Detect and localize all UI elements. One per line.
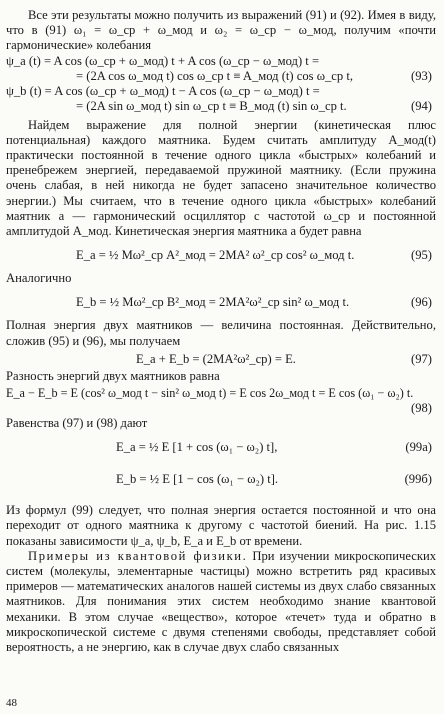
- section-heading: Примеры из квантовой физики.: [28, 548, 248, 563]
- equation-94-text1: ψ_b (t) = A cos (ω_ср + ω_мод) t − A cos (ω_ср − ω_мод) t =: [6, 83, 320, 98]
- equalities-label: Равенства (97) и (98) дают: [6, 416, 148, 431]
- equation-99a-text: E_a = ½ E [1 + cos (ω₁ − ω₂) t],: [116, 440, 278, 455]
- equation-93-number: (93): [411, 68, 432, 83]
- equation-94-text2: = (2A sin ω_мод t) sin ω_ср t ≡ B_мод (t) sin ω_ср t.: [76, 98, 347, 113]
- equation-99a: [6, 431, 436, 463]
- equation-93-text2: = (2A cos ω_мод t) cos ω_ср t ≡ A_мод (t) cos ω_ср t,: [76, 68, 353, 83]
- intro-paragraph: Все эти результаты можно получить из выражений (91) и (92). Имея в виду, что в (91) ω₁ = ω_ср + ω_мод и ω₂ = ω_ср − ω_мод, получим «почти гармонические» колебания: [6, 8, 436, 53]
- equation-94-line1: [6, 84, 436, 99]
- equation-97-text: E_a + E_b = (2MA²ω²_ср) = E.: [136, 351, 296, 366]
- equation-98: [6, 384, 436, 416]
- equation-94-line2: [6, 99, 436, 114]
- equation-96: [6, 286, 436, 318]
- equation-95: [6, 239, 436, 271]
- quantum-paragraph: [6, 549, 436, 655]
- equation-98-number: (98): [411, 401, 432, 416]
- page-number: 48: [6, 697, 17, 709]
- equation-95-number: (95): [411, 248, 432, 263]
- equation-93-text1: ψ_a (t) = A cos (ω_ср + ω_мод) t + A cos (ω_ср − ω_мод) t =: [6, 53, 320, 68]
- equation-93-line2: [6, 69, 436, 84]
- difference-label: Разность энергий двух маятников равна: [6, 368, 220, 383]
- equation-99b-text: E_b = ½ E [1 − cos (ω₁ − ω₂) t].: [116, 472, 279, 487]
- similarly-label: Аналогично: [6, 271, 72, 286]
- equation-97-number: (97): [411, 351, 432, 366]
- equation-95-text: E_a = ½ Mω²_ср A²_мод = 2MA² ω²_ср cos² ω_мод t.: [76, 248, 355, 263]
- total-energy-paragraph: Полная энергия двух маятников — величина постоянная. Действительно, сложив (95) и (96), мы получаем: [6, 318, 436, 348]
- equation-94-number: (94): [411, 98, 432, 113]
- page-body: [6, 8, 436, 655]
- quantum-paragraph-text: При изучении микроскопических систем (молекулы, элементарные частицы) можно встретить ряд красивых примеров — математических аналогов нашей системы из двух слабо связанных маятников. Для понимания этих систем необходимо знание квантовой механики. В этом случае «вещество», которое «течет» туда и обратно в микроскопической системе с двумя степенями свободы, представляет собой вероятность, а не энергию, как в случае двух слабо связанных: [6, 548, 436, 655]
- conclusion-paragraph: Из формул (99) следует, что полная энергия остается постоянной и что она переходит от одного маятника к другому с частотой биений. На рис. 1.15 показаны зависимости ψ_a, ψ_b, E_a и E_b от времени.: [6, 503, 436, 548]
- equation-96-number: (96): [411, 295, 432, 310]
- equation-99b: [6, 463, 436, 495]
- equation-98-text: E_a − E_b = E (cos² ω_мод t − sin² ω_мод t) = E cos 2ω_мод t = E cos (ω₁ − ω₂) t.: [6, 386, 414, 401]
- energy-paragraph: Найдем выражение для полной энергии (кинетическая плюс потенциальная) каждого маятника. Будем считать амплитуду A_мод(t) практически постоянной в течение одного цикла «быстрых» колебаний и пренебрежем энергией, передаваемой пружиной маятнику. (Если пружина очень слабая, в ней никогда не будет запасено значительное количество энергии.) Мы считаем, что в течение одного цикла «быстрых» колебаний маятник a — гармонический осциллятор с частотой ω_ср и постоянной амплитудой A_мод. Кинетическая энергия маятника a будет равна: [6, 117, 436, 239]
- equation-99b-number: (99б): [404, 472, 432, 487]
- equation-99a-number: (99а): [405, 440, 432, 455]
- equation-96-text: E_b = ½ Mω²_ср B²_мод = 2MA²ω²_ср sin² ω_мод t.: [76, 295, 350, 310]
- equation-97: [6, 349, 436, 369]
- equation-93-line1: [6, 54, 436, 69]
